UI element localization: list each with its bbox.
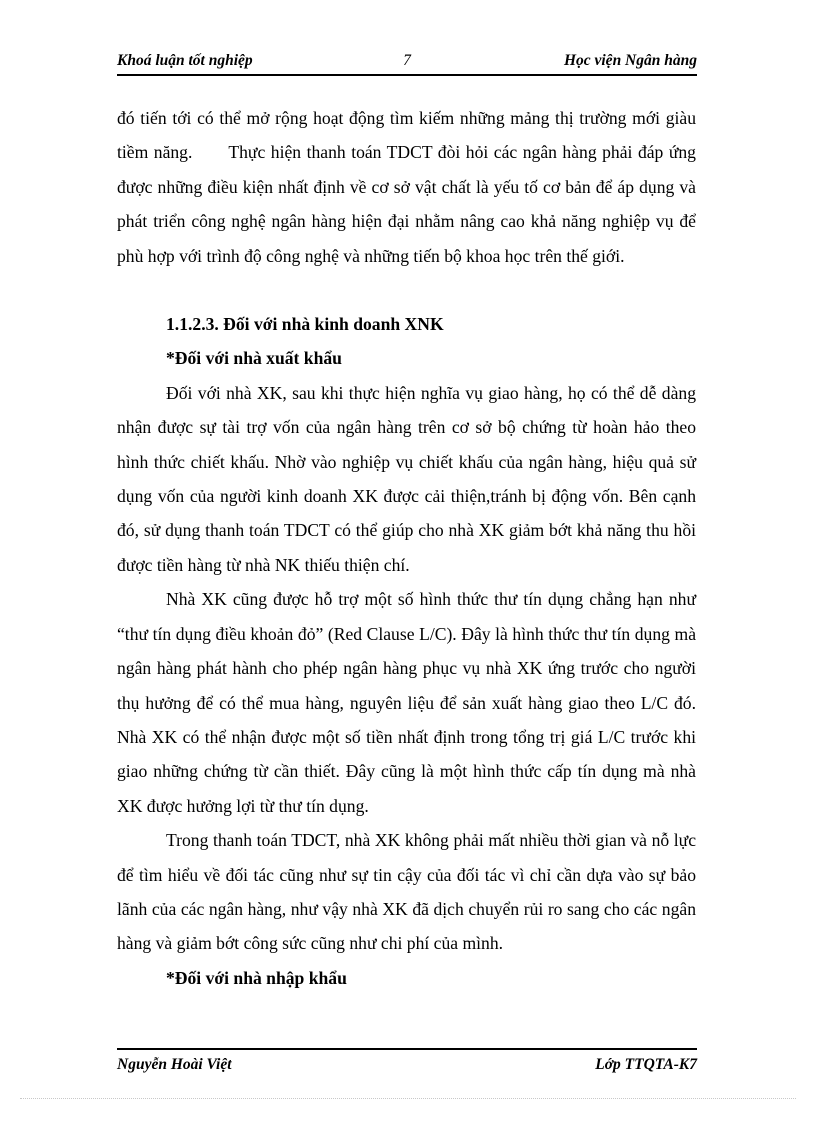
paragraph-red-clause: Nhà XK cũng được hỗ trợ một số hình thức thư tín dụng chẳng hạn như “thư tín dụng điều khoản đỏ” (Red Clause L/C). Đây là hình thức thư tín dụng mà ngân hàng phát hành cho phép ngân hàng phục vụ nhà XK ứng trước cho người thụ hưởng để có thể mua hàng, nguyên liệu để sản xuất hàng giao theo L/C đó. Nhà XK có thể nhận được một số tiền nhất định trong tổng trị giá L/C trước khi giao những chứng từ cần thiết. Đây cũng là một hình thức cấp tín dụng mà nhà XK được hưởng lợi từ thư tín dụng.	[117, 589, 696, 816]
paragraph-exporter-financing: Đối với nhà XK, sau khi thực hiện nghĩa vụ giao hàng, họ có thể dễ dàng nhận được sự tài trợ vốn của ngân hàng trên cơ sở bộ chứng từ hoàn hảo theo hình thức chiết khấu. Nhờ vào nghiệp vụ chiết khấu của ngân hàng, hiệu quả sử dụng vốn của người kinh doanh XK được cải thiện,tránh bị động vốn. Bên cạnh đó, sử dụng thanh toán TDCT có thể giúp cho nhà XK giảm bớt khả năng thu hồi được tiền hàng từ nhà NK thiếu thiện chí.	[117, 382, 696, 575]
paragraph-risk-transfer: Trong thanh toán TDCT, nhà XK không phải mất nhiều thời gian và nỗ lực để tìm hiểu về đối tác cũng như sự tin cậy của đối tác vì chỉ cần dựa vào sự bảo lãnh của các ngân hàng, như vậy nhà XK đã dịch chuyển rủi ro sang cho các ngân hàng và giảm bớt công sức cũng như chi phí của mình.	[117, 830, 696, 954]
header-thesis-title: Khoá luận tốt nghiệp	[117, 52, 253, 69]
page-body	[117, 101, 696, 995]
section-gap	[117, 273, 696, 307]
subheading-importer: *Đối với nhà nhập khẩu	[166, 967, 347, 988]
page-header	[117, 50, 697, 76]
page-edge-divider	[20, 1098, 796, 1099]
subheading-exporter: *Đối với nhà xuất khẩu	[166, 348, 342, 369]
footer-class: Lớp TTQTA-K7	[595, 1056, 697, 1073]
paragraph-continuation-part2: Thực hiện thanh toán TDCT đòi hỏi các ngân hàng phải đáp ứng được những điều kiện nhất định về cơ sở vật chất là yếu tố cơ bản để áp dụng và phát triển công nghệ ngân hàng hiện đại nhằm nâng cao khả năng nghiệp vụ để phù hợp với trình độ công nghệ và những tiến bộ khoa học trên thế giới.	[117, 142, 696, 266]
page-footer	[117, 1048, 697, 1074]
section-heading: 1.1.2.3. Đối với nhà kinh doanh XNK	[166, 314, 444, 335]
page-number: 7	[403, 52, 411, 69]
header-institution: Học viện Ngân hàng	[563, 52, 697, 69]
paragraph-continuation	[117, 101, 696, 273]
footer-author: Nguyễn Hoài Việt	[117, 1056, 232, 1073]
paragraph-continuation-part1: đó tiến tới có thể mở rộng hoạt động tìm kiếm những mảng thị trường mới giàu tiềm năng.	[117, 108, 696, 163]
